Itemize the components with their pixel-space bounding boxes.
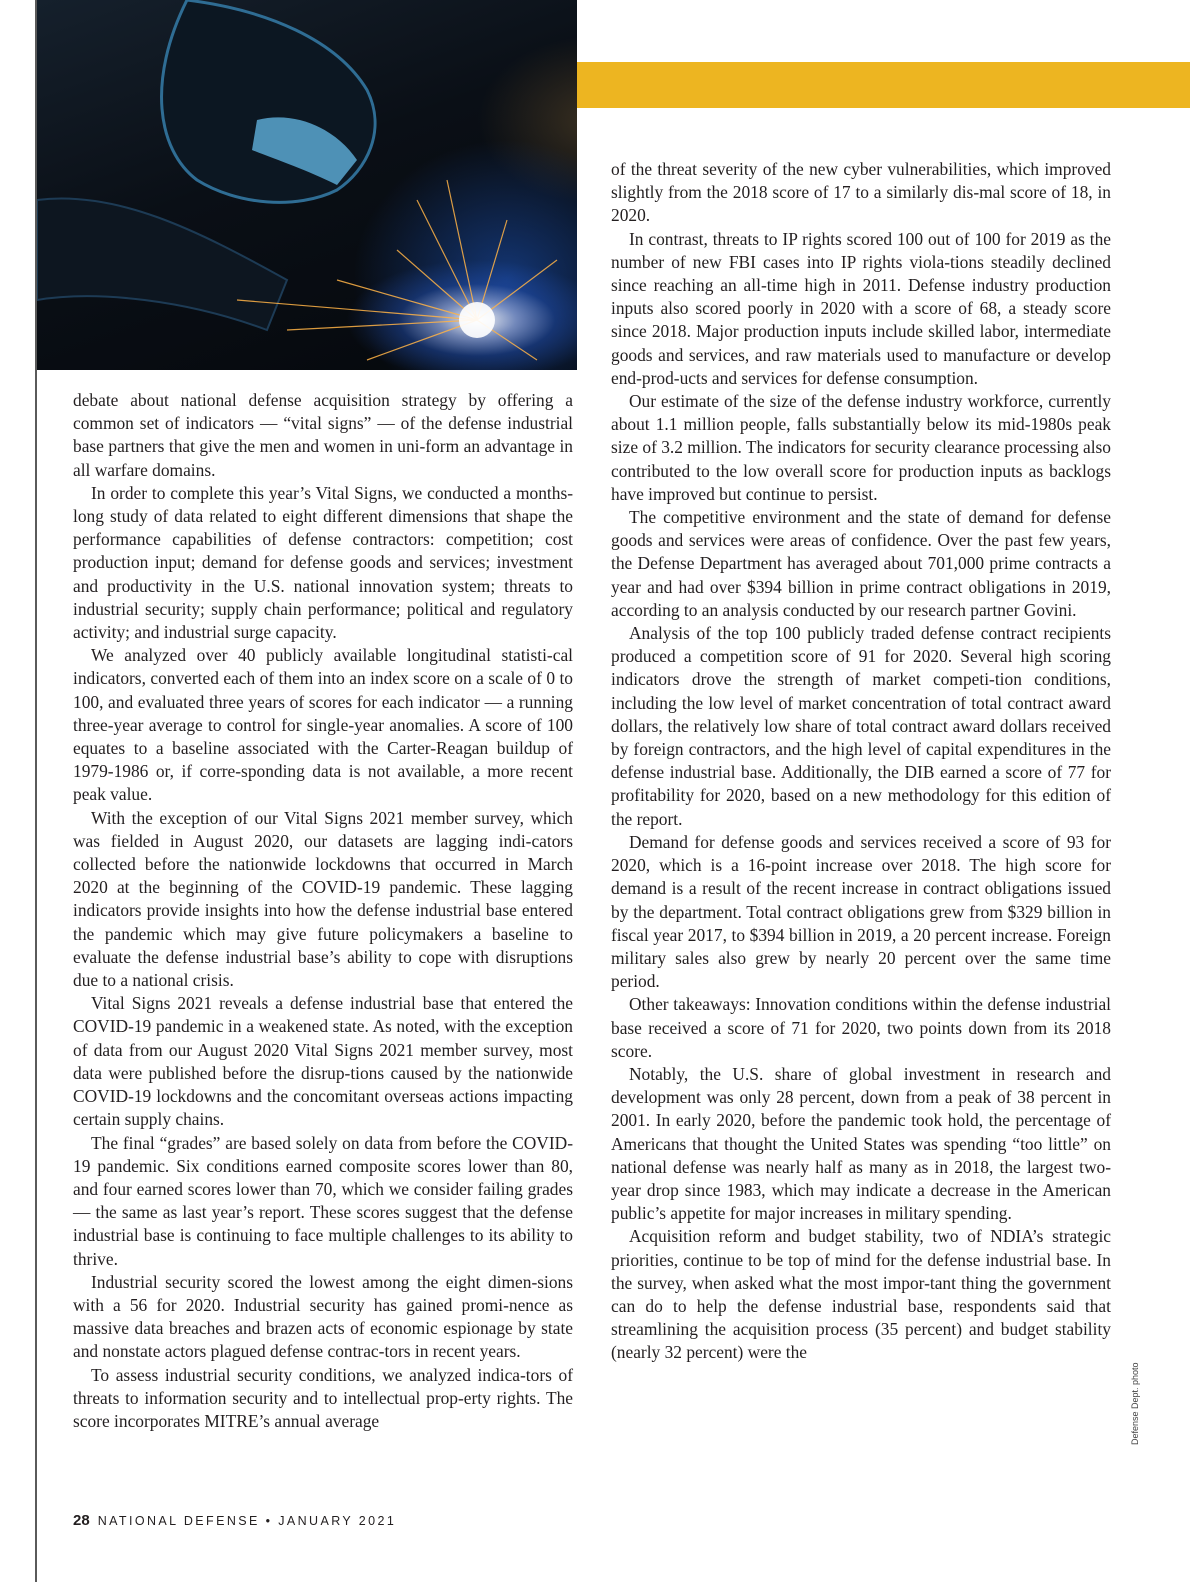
welder-photo [37, 0, 577, 370]
paragraph: Demand for defense goods and services received a score of 93 for 2020, which is a 16-point increase over 2018. The high score for demand is a result of the recent increase in contract obligations issued by the department. Total contract obligations grew from $329 billion in fiscal year 2017, to $394 billion in 2019, a 20 percent increase. Foreign military sales also grew by nearly 20 percent over the same time period. [611, 831, 1111, 992]
page-footer [73, 1512, 396, 1529]
arm-shape [37, 198, 287, 330]
paragraph: We analyzed over 40 publicly available longitudinal statisti-cal indicators, converted each of them into an index score on a scale of 0 to 100, and evaluated three years of scores for each indicator — a running three-year average to control for single-year anomalies. A score of 100 equates to a baseline associated with the Carter-Reagan buildup of 1979-1986 or, if corre-sponding data is not available, a more recent peak value. [73, 645, 573, 805]
publication-line: NATIONAL DEFENSE • JANUARY 2021 [97, 1514, 397, 1528]
paragraph: The final “grades” are based solely on data from before the COVID-19 pandemic. Six conditions earned composite scores lower than 80, and four earned scores lower than 70, which we consider failing grades — the same as last year’s report. These scores suggest that the defense industrial base is continuing to face multiple challenges to its ability to thrive. [73, 1132, 573, 1269]
sparks [237, 180, 557, 360]
paragraph: Analysis of the top 100 publicly traded defense contract recipients produced a competition score of 91 for 2020. Several high scoring indicators drove the strength of market competi-tion conditions, including the low level of market concentration of total contract award dollars, the relatively low share of total contract award dollars received by foreign contractors, and the high level of capital expenditures in the defense industrial base. Additionally, the DIB earned a score of 77 for profitability for 2020, based on a new methodology for this edition of the report. [611, 623, 1111, 829]
paragraph: Industrial security scored the lowest among the eight dimen-sions with a 56 for 2020. Industrial security has gained promi-nence as massive data breaches and brazen acts of economic espionage by state and nonstate actors plagued defense contrac-tors in recent years. [73, 1271, 573, 1362]
paragraph: In contrast, threats to IP rights scored 100 out of 100 for 2019 as the number of new FBI cases into IP rights viola-tions steadily declined since reaching an all-time high in 2011. Defense industry production inputs also scored poorly in 2020 with a score of 68, a steady score since 2018. Major production inputs include skilled labor, intermediate goods and services, and raw materials used to manufacture or develop end-prod-ucts and services for defense consumption. [611, 228, 1111, 388]
paragraph: The competitive environment and the state of demand for defense goods and services were areas of confidence. Over the past few years, the Defense Department has averaged about 701,000 prime contracts a year and had over $394 billion in prime contract obligations in 2019, according to an analysis conducted by our research partner Govini. [611, 507, 1111, 620]
weld-glow [459, 302, 495, 338]
paragraph: debate about national defense acquisition strategy by offering a common set of indicators — “vital signs” — of the defense industrial base partners that give the men and women in uni-form an advantage in all warfare domains. [73, 390, 573, 480]
paragraph: Acquisition reform and budget stability, two of NDIA’s strategic priorities, continue to be top of mind for the defense industrial base. In the survey, when asked what the most impor-tant thing the government can do to help the defense industrial base, respondents said that streamlining the acquisition process (35 percent) and budget stability (nearly 32 percent) were the [611, 1226, 1111, 1363]
accent-band [577, 62, 1190, 108]
welder-photo-icon [37, 0, 577, 370]
photo-credit: Defense Dept. photo [1130, 1362, 1140, 1445]
paragraph: of the threat severity of the new cyber vulnerabilities, which improved slightly from the 2018 score of 17 to a similarly dis-mal score of 18, in 2020. [611, 159, 1111, 226]
paragraph: Other takeaways: Innovation conditions within the defense industrial base received a score of 71 for 2020, two points down from its 2018 score. [611, 994, 1111, 1061]
article-column-left [73, 389, 573, 1433]
paragraph: In order to complete this year’s Vital Signs, we conducted a months-long study of data related to eight different dimensions that shape the performance capabilities of defense contractors: competition; cost production input; demand for defense goods and services; investment and productivity in the U.S. national innovation system; threats to industrial security; supply chain performance; political and regulatory activity; and industrial surge capacity. [73, 482, 573, 643]
page-number: 28 [73, 1512, 90, 1529]
paragraph: Notably, the U.S. share of global investment in research and development was only 28 percent, down from a peak of 38 percent in 2001. In early 2020, before the pandemic took hold, the percentage of Americans that thought the United States was spending “too little” on national defense was nearly half as many as in 2018, the largest two-year drop since 1983, which may indicate a decrease in the American public’s appetite for major increases in military spending. [611, 1063, 1111, 1224]
article-column-right [611, 158, 1111, 1365]
paragraph: To assess industrial security conditions, we analyzed indica-tors of threats to information security and to intellectual prop-erty rights. The score incorporates MITRE’s annual average [73, 1364, 573, 1431]
paragraph: With the exception of our Vital Signs 2021 member survey, which was fielded in August 2020, our datasets are lagging indi-cators collected before the nationwide lockdowns that occurred in March 2020 at the beginning of the COVID-19 pandemic. These lagging indicators provide insights into how the defense industrial base entered the pandemic which may give future policymakers a baseline to evaluate the defense industrial base’s ability to cope with disruptions due to a national crisis. [73, 807, 573, 991]
paragraph: Vital Signs 2021 reveals a defense industrial base that entered the COVID-19 pandemic in a weakened state. As noted, with the exception of data from our August 2020 Vital Signs 2021 member survey, most data were published before the disrup-tions caused by the nationwide COVID-19 lockdowns and the concomitant overseas actions impacting certain supply chains. [73, 993, 573, 1130]
paragraph: Our estimate of the size of the defense industry workforce, currently about 1.1 million people, falls substantially below its mid-1980s peak size of 3.2 million. The indicators for security clearance processing also contributed to the low overall score for production inputs as backlogs have improved but continue to persist. [611, 391, 1111, 504]
